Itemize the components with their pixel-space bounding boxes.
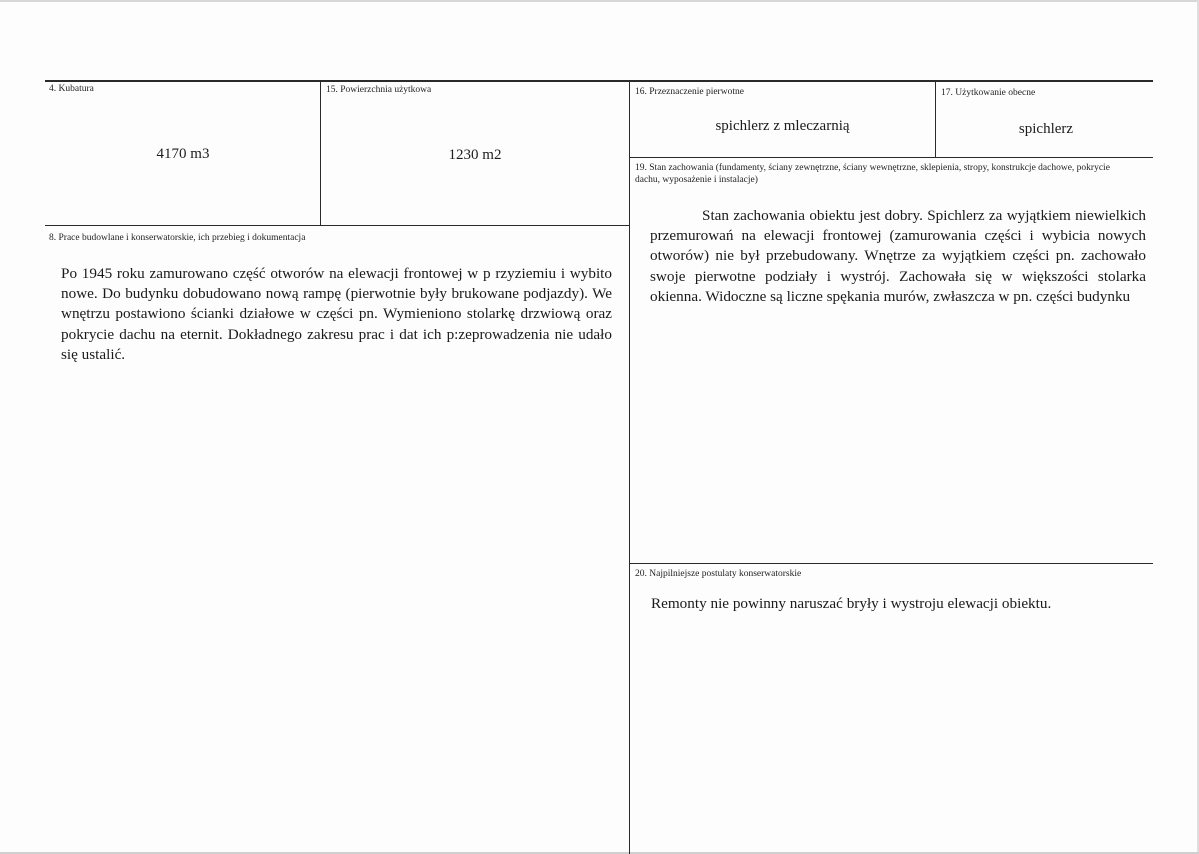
- field-20-label: 20. Najpilniejsze postulaty konserwatorskie: [635, 569, 802, 579]
- field-17-label: 17. Użytkowanie obecne: [941, 88, 1036, 98]
- field-19-text: [650, 206, 1146, 307]
- field-15-value: 1230 m2: [448, 147, 502, 163]
- field-8-text: [61, 264, 612, 365]
- divider-16-17: [935, 80, 936, 158]
- column-divider: [629, 80, 630, 854]
- field-20-paragraph: Remonty nie powinny naruszać bryły i wystroju elewacji obiektu.: [651, 595, 1052, 612]
- rule-above-8: [45, 225, 629, 226]
- field-16-label: 16. Przeznaczenie pierwotne: [635, 87, 744, 97]
- field-19-label: 19. Stan zachowania (fundamenty, ściany zewnętrzne, ściany wewnętrzne, sklepienia, stropy, konstrukcje dachowe, pokrycie dachu, wyposażenie i instalacje): [635, 163, 1110, 185]
- field-8-paragraph: Po 1945 roku zamurowano część otworów na elewacji frontowej w p rzyziemiu i wybito nowe. Do budynku dobudowano nową rampę (pierwotnie były brukowane podjazdy). We wnętrzu postawiono ścianki działowe w części pn. Wymieniono stolarkę drzwiową oraz pokrycie dachu na eternit. Dokładnego zakresu prac i dat ich p:zeprowadzenia nie udało się ustalić.: [61, 265, 612, 363]
- field-4-label: 4. Kubatura: [49, 84, 94, 94]
- rule-above-20: [629, 563, 1153, 564]
- field-16-value: spichlerz z mleczarnią: [715, 118, 850, 134]
- top-rule: [45, 80, 1153, 82]
- field-8-label: 8. Prace budowlane i konserwatorskie, ich przebieg i dokumentacja: [49, 233, 306, 243]
- field-17-value: spichlerz: [1018, 121, 1074, 137]
- field-20-text: [651, 594, 1151, 614]
- field-15-label: 15. Powierzchnia użytkowa: [326, 85, 432, 95]
- rule-above-19: [629, 157, 1153, 158]
- field-4-value: 4170 m3: [156, 146, 210, 162]
- field-19-paragraph: Stan zachowania obiektu jest dobry. Spichlerz za wyjątkiem niewielkich przemurowań na elewacji frontowej (zamurowania części i wybicia nowych otworów) nie był przebudowany. Wnętrze za wyjątkiem części pn. zachowało swoje pierwotne podziały i wystrój. Zachowała się w większości stolarka okienna. Widoczne są liczne spękania murów, zwłaszcza w pn. części budynku: [650, 207, 1146, 305]
